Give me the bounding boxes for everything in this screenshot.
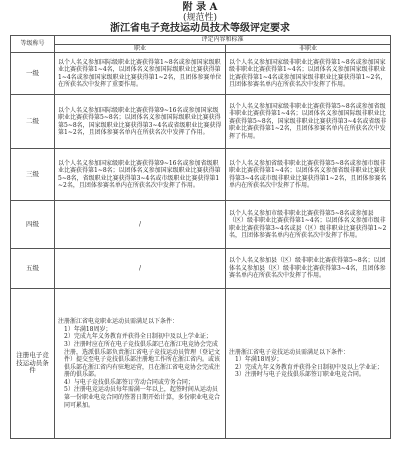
level-cell: 四级: [11, 201, 55, 249]
table-row: [11, 249, 391, 289]
table-row: [11, 95, 391, 149]
level-cell: 注册电子竞技运动员条件: [11, 289, 55, 439]
pro-cell: 以个人名义参加国际级职业比赛获得第9~16名或参加国家级职业比赛获得第5~8名；以团体名义参加国际级职业比赛获得第5~8名，国家级职业比赛获得第3~4名或省级职业比赛获得第1~2名，且团体参赛名单内在所获名次中发挥了作用。: [55, 95, 226, 149]
level-cell: 二级: [11, 95, 55, 149]
nonpro-condition-line: 2）完成九年义务教育并获得全日制初中及以上学业证；: [235, 363, 383, 371]
level-cell: 一级: [11, 53, 55, 95]
header-nonpro: 非职业: [226, 44, 391, 53]
appendix-label: 附 录 A: [182, 2, 218, 13]
nonpro-condition-line: 3）注册时与电子竞技俱乐部签订职业电竞合同。: [235, 371, 365, 379]
nonpro-cell: 以个人名义参加省级非职业比赛获得第5~8名或参加市级非职业比赛获得第1~4名；以团体名义参加省级非职业比赛获得第3~4名或市级非职业比赛获得第1~2名，且团体参赛名单内在所获名次中发挥了作用。: [226, 149, 391, 201]
normative-label: (规范性): [182, 13, 218, 23]
pro-cell: 以个人名义参加国际级职业比赛获得第1~8名或参加国家级职业比赛获得第1~4名，以团体名义参加国际级职业比赛获得第1~4名或参加国家级职业比赛获得第1~2名，且团体参赛单位在所获名次中发挥了重要作用。: [55, 53, 226, 95]
pro-condition-line: 4）与电子竞技俱乐部签订劳动合同或劳务合同；: [64, 378, 194, 386]
pro-condition-line: 2）完成九年义务教育并获得全日制初中及以上学业证；: [64, 333, 212, 341]
level-cell: 五级: [11, 249, 55, 289]
header-criteria: 评定内容和标准: [55, 36, 391, 45]
grade-criteria-table: [10, 35, 391, 439]
header-pro: 职业: [55, 44, 226, 53]
pro-cell: /: [55, 249, 226, 289]
document-header: [0, 0, 400, 35]
pro-condition-line: 5）注册电竞运动员每年需满一年以上，起签时间从运动员第一份职业电竞合同的签署日期开始计算，多份职业电竞合同可累加。: [64, 386, 221, 409]
nonpro-cell: 以个人名义参加国家级非职业比赛获得第1~8名或参加国家级非职业比赛获得第1~4名；以团体名义参加国家级非职业比赛获得第1~4名或参加国家级非职业比赛获得第1~2名，且团体参赛名单内在所获名次中发挥了作用。: [226, 53, 391, 95]
table-row: [11, 53, 391, 95]
table-row: [11, 201, 391, 249]
nonpro-condition-line: 1）年满18周岁；: [235, 356, 283, 364]
pro-condition-line: 3）注册时应在所在电子竞技俱乐部已在浙江电竞协会完成注册，选派俱乐部负责浙江省电子竞技运动员管理（登记文件）提交至电子竞技俱乐部注册地工作所在浙江省内。或该俱乐部在浙江省内有驻地运营，且在浙江省电竞协会完成注册的俱乐部。: [64, 340, 221, 379]
pro-conditions-cell: [55, 289, 226, 439]
nonpro-cell: 以个人名义参加市级非职业比赛获得第5~8名或参加县（区）级非职业比赛获得第1~4名；以团体名义参加市级非职业比赛获得第3~4名或县（区）级非职业比赛获得第1~2名，且团体参赛名单内在所获名次中发挥了作用。: [226, 201, 391, 249]
table-row: [11, 289, 391, 439]
nonpro-cell: 以个人名义参加国家级非职业比赛获得第5~8名或参加省级非职业比赛获得第1~4名；以团体名义参加国际级非职业比赛获得第5~8名，国家级非职业比赛获得第3~4名或省级非职业比赛获得第1~2名，且团体参赛名单内在所获名次中发挥了作用。: [226, 95, 391, 149]
nonpro-cell: 以个人名义参加县（区）级非职业比赛获得第5~8名；以团体名义参加县（区）级非职业比赛获得第3~4名，且团体参赛名单内在所获名次中发挥了作用。: [226, 249, 391, 289]
table-row: [11, 149, 391, 201]
pro-cell: 以个人名义参加国家级职业比赛获得第9~16名或参加省级职业比赛获得第1~8名；以团体名义参加国家级职业比赛获得第5~8名，省级职业比赛获得第3~4名或市级职业比赛获得第1~2名，且团体参赛名单内在所获名次中发挥了作用。: [55, 149, 226, 201]
header-level: 等级称号: [11, 36, 55, 53]
nonpro-conditions-cell: [226, 289, 391, 439]
pro-condition-line: 注册浙江省电竞职业运动员需满足以下条件：: [58, 318, 179, 326]
pro-condition-line: 1）年满18周岁；: [64, 325, 112, 333]
pro-cell: /: [55, 201, 226, 249]
level-cell: 三级: [11, 149, 55, 201]
document-title: 浙江省电子竞技运动员技术等级评定要求: [110, 23, 290, 34]
nonpro-condition-line: 注册浙江省电子竞技运动员需满足以下条件：: [229, 348, 350, 356]
